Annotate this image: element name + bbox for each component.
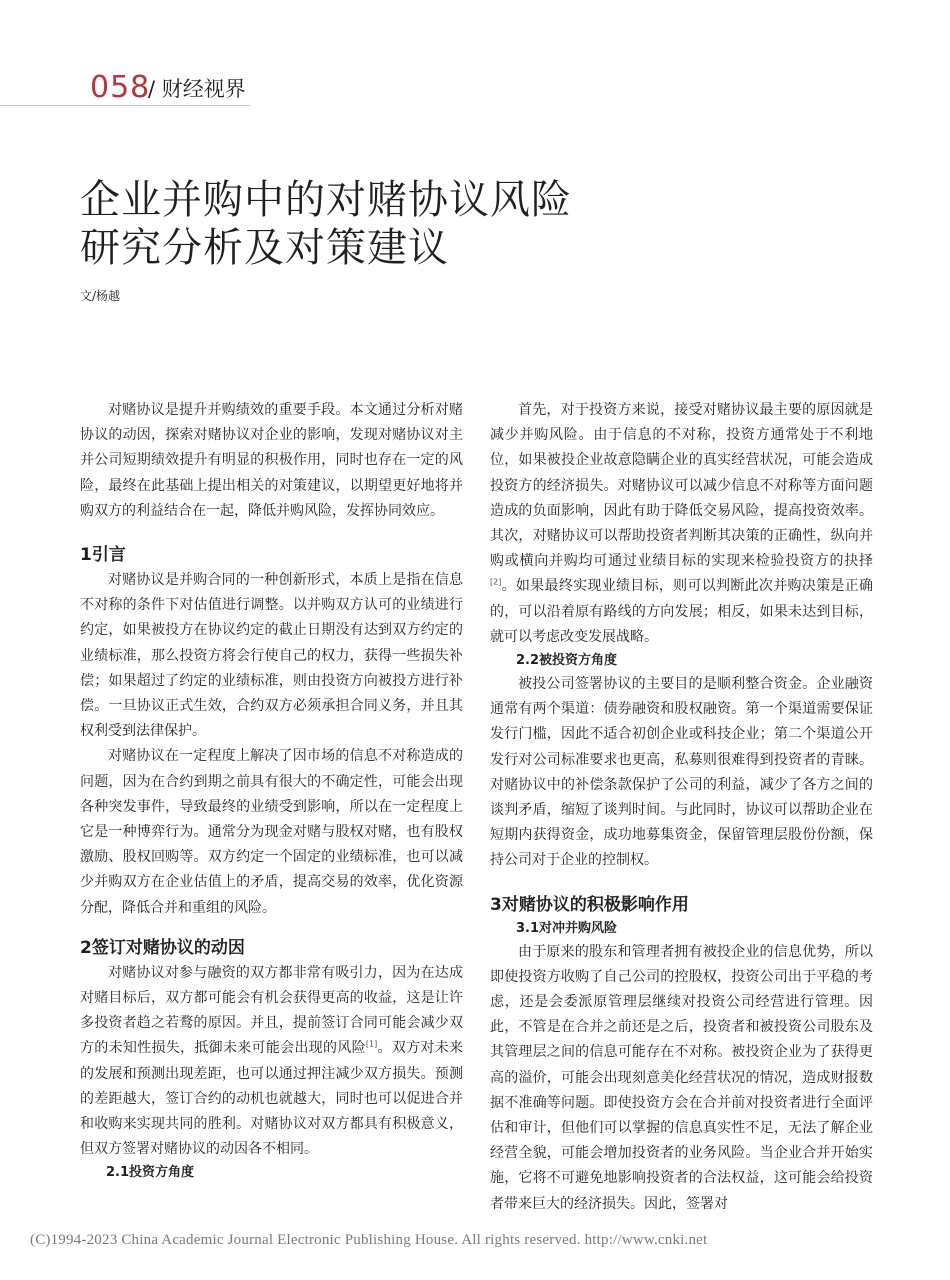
page-number: 058 bbox=[90, 70, 151, 105]
author-byline: 文/杨越 bbox=[80, 289, 121, 303]
investor-text-a: 首先，对于投资方来说，接受对赌协议最主要的原因就是减少并购风险。由于信息的不对称，投资方通常处于不利地位，如果被投企业故意隐瞒企业的真实经营状况，可能会造成投资方的经济损失。对赌协议可以减少信息不对称等方面问题造成的负面影响，因此有助于降低交易风险，提高投资效率。其次，对赌协议可以帮助投资者判断其决策的正确性，纵向并购或横向并购均可通过业绩目标的实现来检验投资方的抉择 bbox=[490, 402, 873, 570]
intro-paragraph-2: 对赌协议在一定程度上解决了因市场的信息不对称造成的问题，因为在合约到期之前具有很大的不确定性，可能会出现各种突发事件，导致最终的业绩受到影响，所以在一定程度上它是一种博弈行为。通常分为现金对赌与股权对赌，也有股权激励、股权回购等。双方约定一个固定的业绩标准，也可以减少并购双方在企业估值上的矛盾，提高交易的效率，优化资源分配，降低合并和重组的风险。 bbox=[80, 748, 463, 916]
investee-paragraph: 被投公司签署协议的主要目的是顺利整合资金。企业融资通常有两个渠道：债券融资和股权融资。第一个渠道需要保证发行门槛，因此不适合初创企业或科技企业；第二个渠道公开发行对公司标准要求也更高，私募则很难得到投资者的青睐。对赌协议中的补偿条款保护了公司的利益，减少了各方之间的谈判矛盾，缩短了谈判时间。与此同时，协议可以帮助企业在短期内获得资金，成功地募集资金，保留管理层股份份额，保持公司对于企业的控制权。 bbox=[490, 676, 873, 869]
hedge-paragraph: 由于原来的股东和管理者拥有被投企业的信息优势，所以即使投资方收购了自己公司的控股权，投资公司出于平稳的考虑，还是会委派原管理层继续对投资公司经营进行管理。因此，不管是在合并之前还是之后，投资者和被投资公司股东及其管理层之间的信息可能存在不对称。被投资企业为了获得更高的溢价，可能会出现刻意美化经营状况的情况，造成财报数据不准确等问题。即使投资方会在合并前对投资者进行全面评估和审计，但他们可以掌握的信息真实性不足，无法了解企业经营全貌，可能会增加投资者的业务风险。当企业合并开始实施，它将不可避免地影响投资者的合法权益，这可能会给投资者带来巨大的经济损失。因此，签署对 bbox=[490, 943, 873, 1212]
heading-positive-effects: 3对赌协议的积极影响作用 bbox=[490, 894, 689, 915]
article-title bbox=[80, 176, 780, 272]
reference-2[interactable]: [2] bbox=[490, 577, 502, 587]
motivation-paragraph bbox=[80, 961, 463, 1163]
heading-motivation: 2签订对赌协议的动因 bbox=[80, 937, 245, 958]
title-line-2: 研究分析及对策建议 bbox=[80, 225, 449, 271]
reference-1[interactable]: [1] bbox=[365, 1039, 378, 1049]
right-column bbox=[490, 398, 873, 1217]
abstract-paragraph: 对赌协议是提升并购绩效的重要手段。本文通过分析对赌协议的动因，探索对赌协议对企业的影响，发现对赌协议对主并公司短期绩效提升有明显的积极作用，同时也存在一定的风险，最终在此基础上提出相关的对策建议，以期望更好地将并购双方的利益结合在一起，降低并购风险，发挥协同效应。 bbox=[80, 402, 463, 519]
title-line-1: 企业并购中的对赌协议风险 bbox=[80, 177, 572, 223]
left-column bbox=[80, 398, 463, 1184]
heading-investee-perspective: 2.2被投资方角度 bbox=[516, 653, 618, 669]
heading-hedge-risk: 3.1对冲并购风险 bbox=[516, 920, 618, 936]
heading-introduction: 1引言 bbox=[80, 545, 126, 566]
motivation-text-a: 对赌协议对参与融资的双方都非常有吸引力，因为在达成对赌目标后，双方都可能会有机会获得更高的收益，这是让许多投资者趋之若鹜的原因。并且，提前签订合同可能会减少双方的未知性损失，抵御未来可能会出现的风险 bbox=[80, 964, 463, 1057]
motivation-text-b: 。双方对未来的发展和预测出现差距，也可以通过押注减少双方损失。预测的差距越大，签订合约的动机也就越大，同时也可以促进合并和收购来实现共同的胜利。对赌协议对双方都具有积极意义，但双方签署对赌协议的动因各不相同。 bbox=[80, 1040, 464, 1158]
investor-text-b: 。如果最终实现业绩目标，则可以判断此次并购决策是正确的，可以沿着原有路线的方向发展；相反，如果未达到目标，就可以考虑改变发展战略。 bbox=[490, 578, 873, 645]
intro-paragraph-1: 对赌协议是并购合同的一种创新形式，本质上是指在信息不对称的条件下对估值进行调整。以并购双方认可的业绩进行约定，如果被投方在协议约定的截止日期没有达到双方约定的业绩标准，那么投资方将会行使自己的权力，获得一些损失补偿；如果超过了约定的业绩标准，则由投资方向被投方进行补偿。一旦协议正式生效，合约双方必须承担合同义务，并且其权利受到法律保护。 bbox=[80, 572, 463, 740]
section-label: / 财经视界 bbox=[148, 77, 246, 101]
copyright-footer: (C)1994-2023 China Academic Journal Electronic Publishing House. All rights reserved. http://www.cnki.net bbox=[30, 1232, 708, 1248]
investor-paragraph bbox=[490, 398, 873, 650]
heading-investor-perspective: 2.1投资方角度 bbox=[106, 1165, 195, 1181]
